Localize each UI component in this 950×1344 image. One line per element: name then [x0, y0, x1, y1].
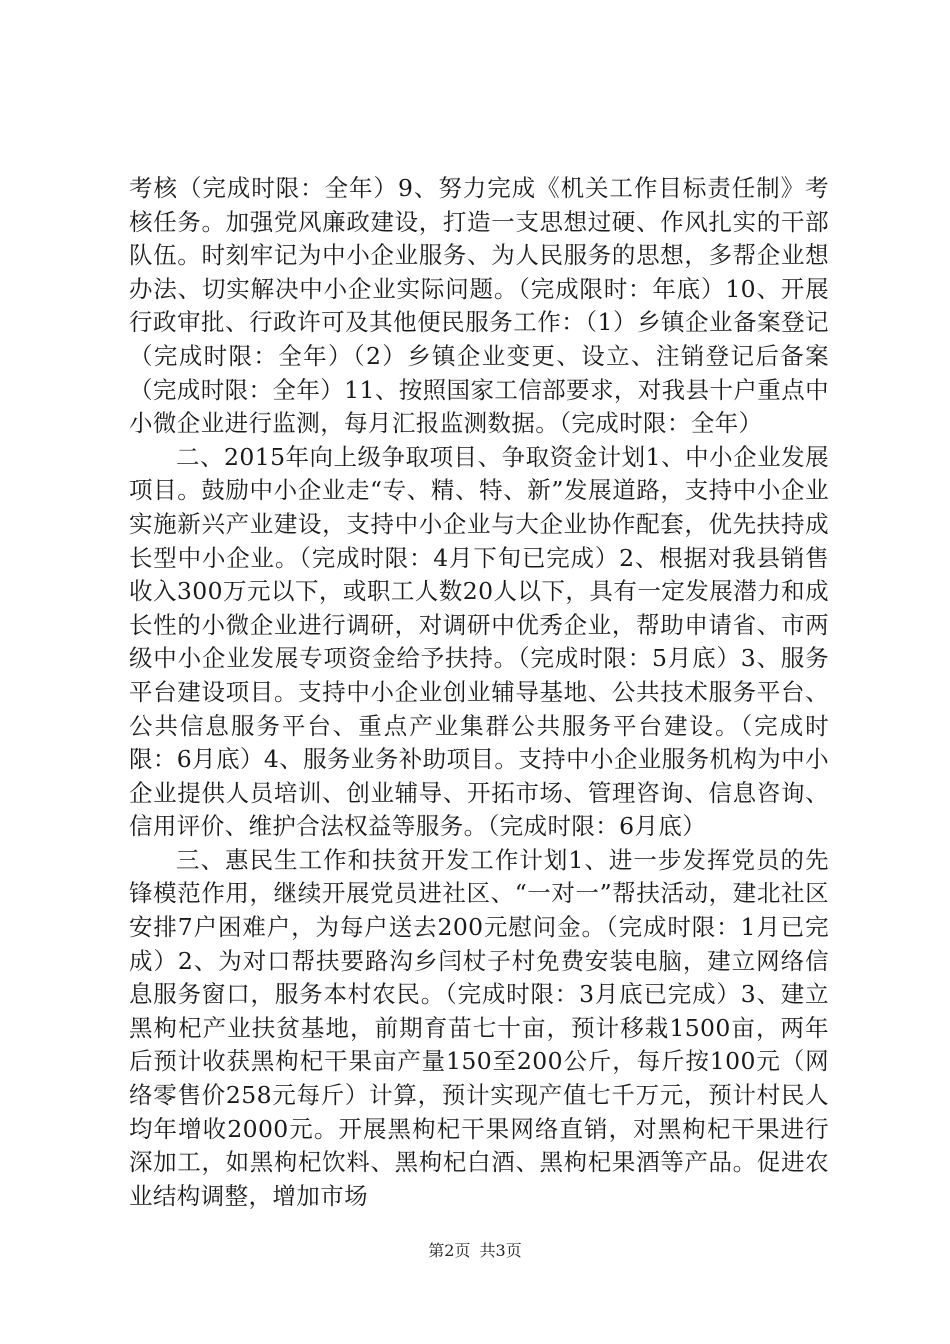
- page-footer: [0, 1240, 950, 1262]
- paragraph-1: 考核（完成时限：全年）9、努力完成《机关工作目标责任制》考核任务。加强党风廉政建设，打造一支思想过硬、作风扎实的干部队伍。时刻牢记为中小企业服务、为人民服务的思想，多帮企业想办法、切实解决中小企业实际问题。（完成限时：年底）10、开展行政审批、行政许可及其他便民服务工作：（1）乡镇企业备案登记（完成时限：全年）（2）乡镇企业变更、设立、注销登记后备案（完成时限：全年）11、按照国家工信部要求，对我县十户重点中小微企业进行监测，每月汇报监测数据。（完成时限：全年）: [129, 174, 829, 438]
- page-number: 第2页: [428, 1241, 471, 1260]
- document-body: [129, 172, 829, 1213]
- page-total: 共3页: [479, 1241, 522, 1260]
- paragraph-3: 三、惠民生工作和扶贫开发工作计划1、进一步发挥党员的先锋模范作用，继续开展党员进社区、“一对一”帮扶活动，建北社区安排7户困难户，为每户送去200元慰问金。（完成时限：1月已完成）2、为对口帮扶要路沟乡闫杖子村免费安装电脑，建立网络信息服务窗口，服务本村农民。（完成时限：3月底已完成）3、建立黑枸杞产业扶贫基地，前期育苗七十亩，预计移栽1500亩，两年后预计收获黑枸杞干果亩产量150至200公斤，每斤按100元（网络零售价258元每斤）计算，预计实现产值七千万元，预计村民人均年增收2000元。开展黑枸杞干果网络直销，对黑枸杞干果进行深加工，如黑枸杞饮料、黑枸杞白酒、黑枸杞果酒等产品。促进农业结构调整，增加市场: [129, 845, 829, 1210]
- paragraph-2: 二、2015年向上级争取项目、争取资金计划1、中小企业发展项目。鼓励中小企业走“专、精、特、新”发展道路，支持中小企业实施新兴产业建设，支持中小企业与大企业协作配套，优先扶持成长型中小企业。（完成时限：4月下旬已完成）2、根据对我县销售收入300万元以下，或职工人数20人以下，具有一定发展潜力和成长性的小微企业进行调研，对调研中优秀企业，帮助申请省、市两级中小企业发展专项资金给予扶持。（完成时限：5月底）3、服务平台建设项目。支持中小企业创业辅导基地、公共技术服务平台、公共信息服务平台、重点产业集群公共服务平台建设。（完成时限：6月底）4、服务业务补助项目。支持中小企业服务机构为中小企业提供人员培训、创业辅导、开拓市场、管理咨询、信息咨询、信用评价、维护合法权益等服务。（完成时限：6月底）: [129, 442, 829, 841]
